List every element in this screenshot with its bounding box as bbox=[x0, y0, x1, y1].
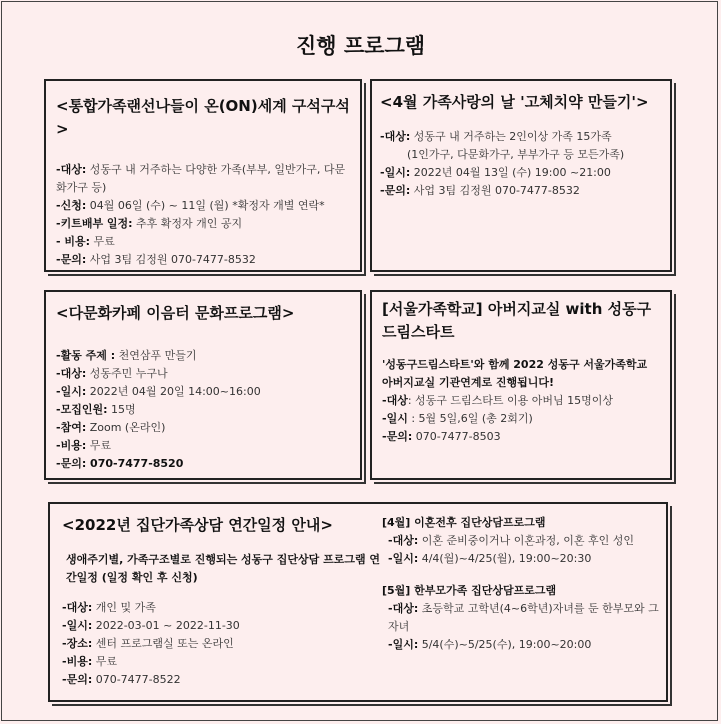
card-lead: '성동구드림스타트'와 함께 2022 성동구 서울가족학교 아버지교실 기관연계로 진행됩니다! bbox=[382, 358, 648, 389]
info-row: -대상: 성동구 내 거주하는 2인이상 가족 15가족 bbox=[380, 130, 612, 143]
info-row: - 비용: 무료 bbox=[56, 235, 115, 248]
info-row: -일시: 2022년 04월 13일 (수) 19:00 ~21:00 bbox=[380, 166, 611, 179]
card-title: <2022년 집단가족상담 연간일정 안내> bbox=[62, 516, 333, 534]
info-row: -비용: 무료 bbox=[62, 655, 117, 668]
info-row: -대상: 이혼 준비중이거나 이혼과정, 이혼 후인 성인 bbox=[388, 534, 634, 547]
info-row: -참여: Zoom (온라인) bbox=[56, 421, 166, 434]
info-row: -문의: 070-7477-8522 bbox=[62, 673, 181, 686]
card-title: <4월 가족사랑의 날 '고체치약 만들기'> bbox=[380, 93, 649, 111]
card-online-family-outing bbox=[44, 79, 362, 272]
info-row: -일시: 4/4(월)~4/25(월), 19:00~20:30 bbox=[388, 552, 592, 565]
info-row: -대상: 성동주민 누구나 bbox=[56, 367, 168, 380]
card-lead: 생애주기별, 가족구조별로 진행되는 성동구 집단상담 프로그램 연간일정 (일정 확인 후 신청) bbox=[66, 553, 381, 584]
page-title: 진행 프로그램 bbox=[295, 34, 426, 58]
info-row: -일시: 2022-03-01 ~ 2022-11-30 bbox=[62, 619, 240, 632]
card-multicultural-cafe bbox=[44, 290, 362, 480]
info-row: (1인가구, 다문화가구, 부부가구 등 모든가족) bbox=[407, 148, 625, 161]
info-row: -대상: 개인 및 가족 bbox=[62, 601, 156, 614]
card-title: <통합가족랜선나들이 온(ON)세계 구석구석> bbox=[56, 97, 350, 138]
april-program-title: [4월] 이혼전후 집단상담프로그램 bbox=[382, 516, 546, 529]
card-title: <다문화카페 이음터 문화프로그램> bbox=[56, 304, 295, 322]
info-row: -문의: 070-7477-8520 bbox=[56, 457, 184, 470]
info-row: -비용: 무료 bbox=[56, 439, 111, 452]
info-row: -대상: 성동구 내 거주하는 다양한 가족(부부, 일반가구, 다문화가구 등) bbox=[56, 163, 346, 194]
info-row: -일시 : 5월 5일,6일 (총 2회기) bbox=[382, 412, 533, 425]
info-row: -일시: 2022년 04월 20일 14:00~16:00 bbox=[56, 385, 261, 398]
info-row: -문의: 사업 3팀 김정원 070-7477-8532 bbox=[56, 253, 256, 266]
info-row: -키트배부 일정: 추후 확정자 개인 공지 bbox=[56, 217, 243, 230]
info-row: -대상: 초등학교 고학년(4~6학년)자녀를 둔 한부모와 그 자녀 bbox=[388, 602, 659, 633]
info-row: -문의: 070-7477-8503 bbox=[382, 430, 501, 443]
info-row: -문의: 사업 3팀 김정원 070-7477-8532 bbox=[380, 184, 580, 197]
may-program-title: [5월] 한부모가족 집단상담프로그램 bbox=[382, 584, 557, 597]
info-row: -모집인원: 15명 bbox=[56, 403, 136, 416]
info-row: -일시: 5/4(수)~5/25(수), 19:00~20:00 bbox=[388, 638, 592, 651]
info-row: -대상: 성동구 드림스타트 이용 아버님 15명이상 bbox=[382, 394, 614, 407]
card-toothpaste-making bbox=[370, 79, 672, 272]
card-title: [서울가족학교] 아버지교실 with 성동구 드림스타트 bbox=[382, 300, 652, 341]
card-father-class bbox=[370, 290, 672, 480]
info-row: -장소: 센터 프로그램실 또는 온라인 bbox=[62, 637, 234, 650]
info-row: -신청: 04월 06일 (수) ~ 11일 (월) *확정자 개별 연락* bbox=[56, 199, 325, 212]
card-group-counseling bbox=[48, 502, 668, 702]
info-row: -활동 주제 : 천연삼푸 만들기 bbox=[56, 349, 197, 362]
